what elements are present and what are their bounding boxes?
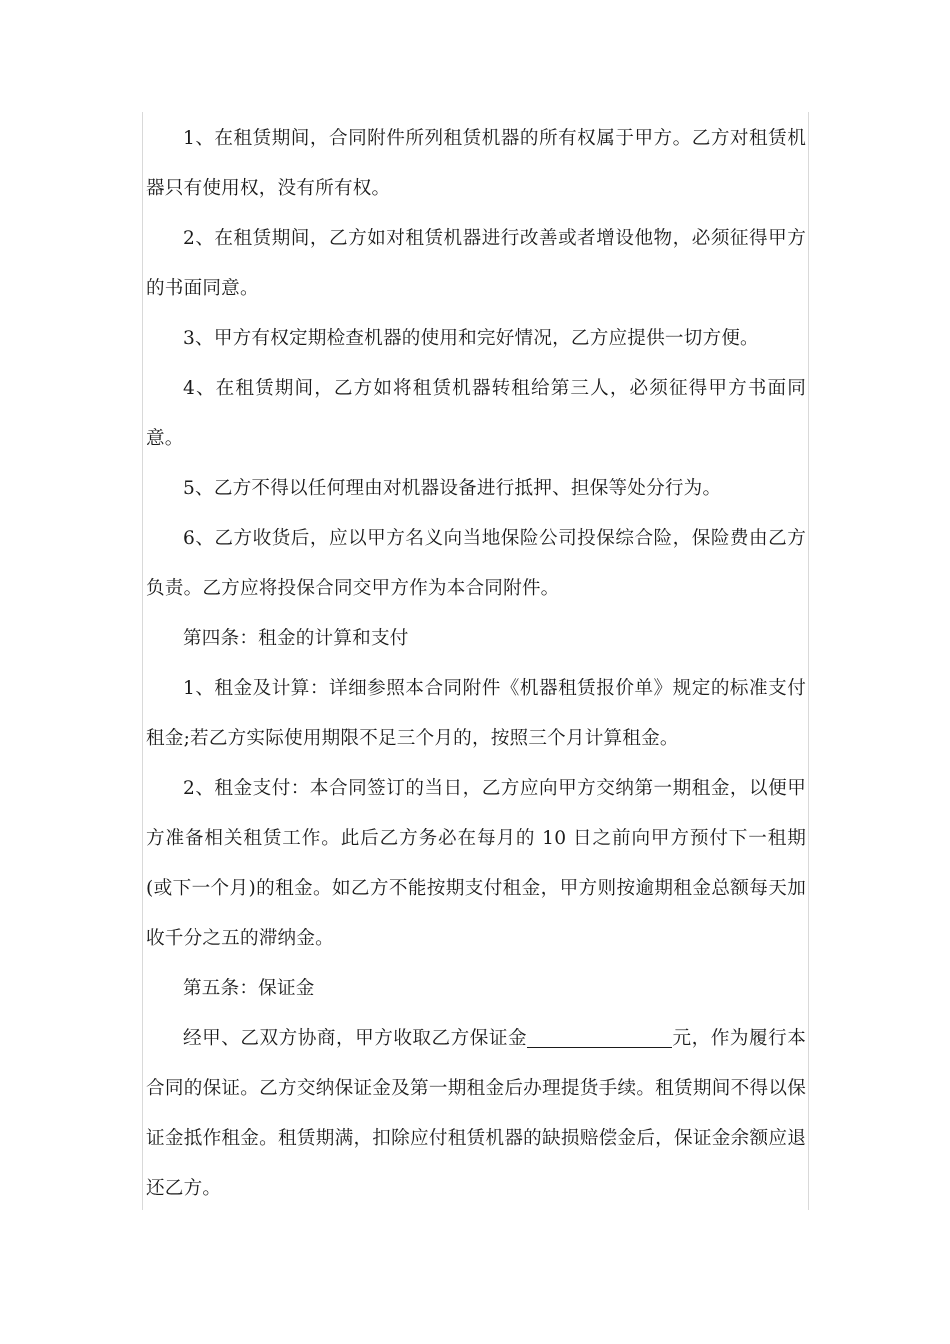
clause-rent-calculation: 1、租金及计算：详细参照本合同附件《机器租赁报价单》规定的标准支付租金;若乙方实际使用期限不足三个月的，按照三个月计算租金。 <box>146 678 806 749</box>
clause-insurance: 6、乙方收货后，应以甲方名义向当地保险公司投保综合险，保险费由乙方负责。乙方应将投保合同交甲方作为本合同附件。 <box>146 528 806 599</box>
clause-improvement: 2、在租赁期间，乙方如对租赁机器进行改善或者增设他物，必须征得甲方的书面同意。 <box>146 228 806 299</box>
clause-deposit <box>146 1014 806 1214</box>
clause-inspection: 3、甲方有权定期检查机器的使用和完好情况，乙方应提供一切方便。 <box>183 328 759 349</box>
clause-ownership: 1、在租赁期间，合同附件所列租赁机器的所有权属于甲方。乙方对租赁机器只有使用权，没有所有权。 <box>146 128 806 199</box>
page-border-right <box>808 112 809 1210</box>
page-border-left <box>142 112 143 1210</box>
clause-mortgage: 5、乙方不得以任何理由对机器设备进行抵押、担保等处分行为。 <box>183 478 722 499</box>
clause-sublease: 4、在租赁期间，乙方如将租赁机器转租给第三人，必须征得甲方书面同意。 <box>146 378 806 449</box>
deposit-amount-blank <box>527 1027 672 1048</box>
deposit-text-before: 经甲、乙双方协商，甲方收取乙方保证金 <box>183 1028 528 1049</box>
deposit-text-after: 元，作为履行本合同的保证。乙方交纳保证金及第一期租金后办理提货手续。租赁期间不得以保证金抵作租金。租赁期满，扣除应付租赁机器的缺损赔偿金后，保证金余额应退还乙方。 <box>146 1028 806 1199</box>
clause-rent-payment: 2、租金支付：本合同签订的当日，乙方应向甲方交纳第一期租金，以便甲方准备相关租赁工作。此后乙方务必在每月的 10 日之前向甲方预付下一租期(或下一个月)的租金。如乙方不能按期支付租金，甲方则按逾期租金总额每天加收千分之五的滞纳金。 <box>146 778 806 949</box>
contract-body <box>146 114 806 1214</box>
section-heading-rent: 第四条：租金的计算和支付 <box>183 628 409 649</box>
section-heading-deposit: 第五条：保证金 <box>183 978 315 999</box>
